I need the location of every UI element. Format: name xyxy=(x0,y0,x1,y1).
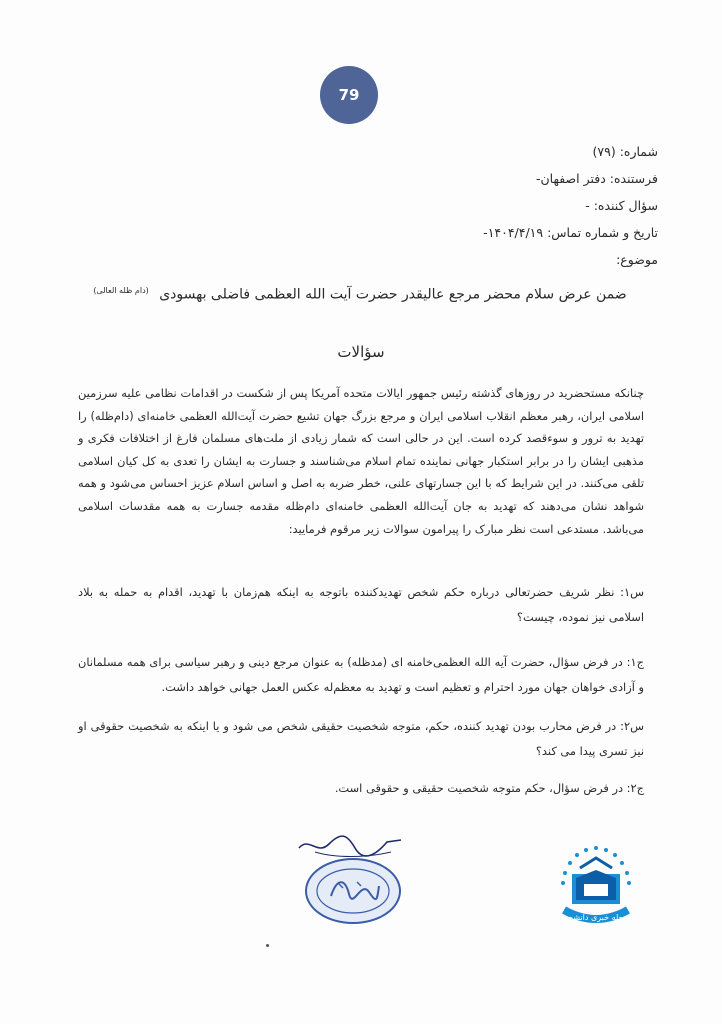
meta-questioner: سؤال کننده: - xyxy=(585,198,658,213)
meta-sender: فرستنده: دفتر اصفهان- xyxy=(535,171,658,186)
answer-1 xyxy=(78,650,644,700)
salutation xyxy=(80,286,640,303)
questions-title: سؤالات xyxy=(337,343,385,361)
seal-emblem xyxy=(313,866,393,916)
question-1-text: نظر شریف حضرتعالی درباره حکم شخص تهدیدکننده باتوجه به اینکه هم‌زمان با تهدید، اقدام به حمله به بلاد اسلامی نیز نموده، چیست؟ xyxy=(78,585,644,624)
page-number-badge xyxy=(320,66,378,124)
official-seal xyxy=(305,858,401,924)
question-1-label: س۱: xyxy=(620,585,644,599)
question-2-label: س۲: xyxy=(620,719,644,733)
salutation-honorific: (دام ظله العالی) xyxy=(93,286,149,295)
answer-2-text: در فرض سؤال، حکم متوجه شخصیت حقیقی و حقوقی است. xyxy=(334,781,624,795)
answer-1-label: ج۱: xyxy=(626,655,644,669)
news-logo xyxy=(548,840,644,936)
meta-date-contact: تاریخ و شماره تماس: ۱۴۰۴/۴/۱۹- xyxy=(483,225,658,240)
signature-scribble xyxy=(295,830,405,860)
answer-2-label: ج۲: xyxy=(626,781,644,795)
page-mark xyxy=(266,944,269,947)
answer-2 xyxy=(78,776,644,801)
page-number: 79 xyxy=(338,86,360,104)
salutation-text: ضمن عرض سلام محضر مرجع عالیقدر حضرت آیت الله العظمی فاضلی بهسودی xyxy=(159,286,627,303)
letter-metadata xyxy=(483,138,658,273)
answer-1-text: در فرض سؤال، حضرت آیه الله العظمی‌خامنه ای (مدظله) به عنوان مرجع دینی و رهبر سیاسی برای همه مسلمانان و آزادی خواهان جهان مورد احترام و تعظیم است و تهدید به معظم‌له عکس العمل جهانی خواهد داشت. xyxy=(78,655,644,694)
meta-subject: موضوع: xyxy=(616,252,658,267)
intro-paragraph: چنانکه مستحضرید در روزهای گذشته رئیس جمهور ایالات متحده آمریکا پس از شکست در اقدامات نظامی علیه سرزمین اسلامی ایران، رهبر معظم انقلاب اسلامی ایران و مرجع بزرگ جهان تشیع حضرت آیت‌الله العظمی خامنه‌ای (دام‌ظله) را تهدید به ترور و سوء‌قصد کرده است. این در حالی است که شمار زیادی از ملت‌های مسلمان فارغ از اختلافات فکری و مذهبی ایشان را در برابر استکبار جهانی نماینده تمام اسلام می‌شناسند و جسارت به ایشان را تعدی به کل کیان اسلامی تلقی می‌کنند. در این شرایط که با این جسارتهای علنی، خطر ضربه به اصل و اساس اسلام عزیز احساس می‌شود و همه شواهد نشان می‌دهند که تهدید به جان آیت‌الله العظمی خامنه‌ای دام‌ظله مقدمه جسارت به همه مقدسات اسلامی می‌باشد. مستدعی است نظر مبارک را پیرامون سوالات زیر مرقوم فرمایید: xyxy=(78,386,644,536)
meta-number: شماره: (۷۹) xyxy=(592,144,658,159)
logo-emblem-icon xyxy=(548,840,644,936)
question-2 xyxy=(78,714,644,764)
question-2-text: در فرض محارب بودن تهدید کننده، حکم، متوجه شخصیت حقیقی شخص می شود و یا اینکه به شخصیت حقوقی او نیز تسری پیدا می کند؟ xyxy=(78,719,644,758)
question-1 xyxy=(78,580,644,630)
logo-text: مجله خبری دانشجو xyxy=(564,913,628,922)
